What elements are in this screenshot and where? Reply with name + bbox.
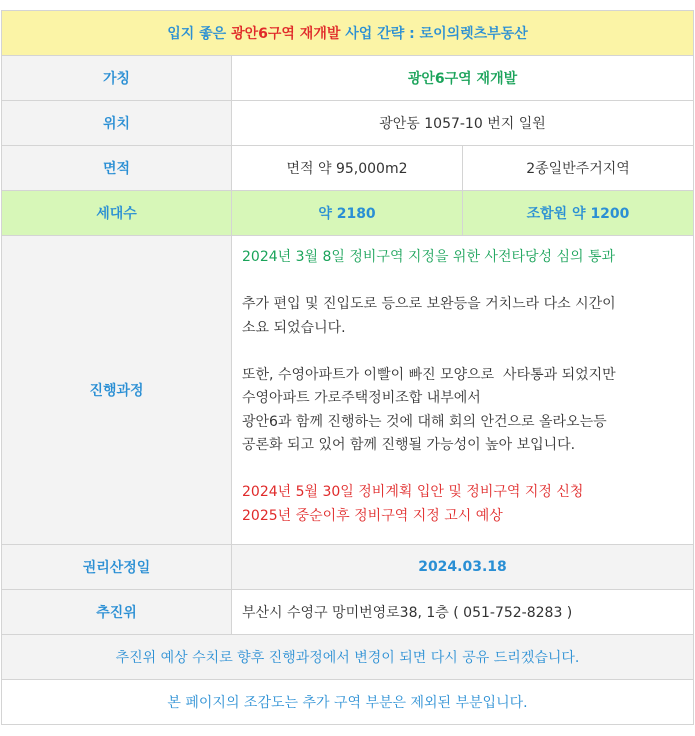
table-row [2, 236, 694, 545]
name-label: 가칭 [2, 56, 232, 101]
members-value: 조합원 약 1200 [463, 191, 694, 236]
process-line: 수영아파트 가로주택정비조합 내부에서 [242, 390, 481, 406]
table-title [2, 11, 694, 56]
process-line: 광안6과 함께 진행하는 것에 대해 회의 안건으로 올라오는등 [242, 413, 607, 430]
rights-date-value: 2024.03.18 [232, 545, 694, 590]
info-table-wrapper [1, 10, 693, 725]
note-text: 추진위 예상 수치로 향후 진행과정에서 변경이 되면 다시 공유 드리겠습니다. [2, 635, 694, 680]
table-row [2, 56, 694, 101]
zone-value: 2종일반주거지역 [463, 146, 694, 191]
note-text: 본 페이지의 조감도는 추가 구역 부분은 제외된 부분입니다. [2, 680, 694, 725]
process-line: 2025년 중순이후 정비구역 지정 고시 예상 [242, 507, 503, 524]
committee-value: 부산시 수영구 망미번영로38, 1층 ( 051-752-8283 ) [232, 590, 694, 635]
table-row [2, 101, 694, 146]
title-row [2, 11, 694, 56]
process-line: 추가 편입 및 진입도로 등으로 보완등을 거치느라 다소 시간이 [242, 296, 616, 312]
process-line: 소요 되었습니다. [242, 319, 346, 336]
households-value: 약 2180 [232, 191, 463, 236]
process-label: 진행과정 [2, 236, 232, 545]
location-value: 광안동 1057-10 번지 일원 [232, 101, 694, 146]
table-row [2, 146, 694, 191]
title-prefix: 입지 좋은 [167, 26, 232, 42]
table-row [2, 590, 694, 635]
name-value: 광안6구역 재개발 [232, 56, 694, 101]
process-line: 2024년 3월 8일 정비구역 지정을 위한 사전타당성 심의 통과 [242, 249, 616, 265]
households-label: 세대수 [2, 191, 232, 236]
committee-label: 추진위 [2, 590, 232, 635]
process-line: 공론화 되고 있어 함께 진행될 가능성이 높아 보입니다. [242, 437, 576, 453]
title-suffix: 사업 간략 : 로이의렛츠부동산 [340, 26, 528, 42]
note-row [2, 635, 694, 680]
process-line: 2024년 5월 30일 정비계획 입안 및 정비구역 지정 신청 [242, 484, 584, 500]
area-value: 면적 약 95,000m2 [232, 146, 463, 191]
table-row [2, 545, 694, 590]
process-body [232, 236, 694, 545]
location-label: 위치 [2, 101, 232, 146]
process-line: 또한, 수영아파트가 이빨이 빠진 모양으로 사타통과 되었지만 [242, 366, 616, 383]
table-row [2, 191, 694, 236]
title-highlight: 광안6구역 재개발 [231, 26, 341, 42]
rights-date-label: 권리산정일 [2, 545, 232, 590]
redevelopment-info-table [1, 10, 694, 725]
area-label: 면적 [2, 146, 232, 191]
note-row [2, 680, 694, 725]
